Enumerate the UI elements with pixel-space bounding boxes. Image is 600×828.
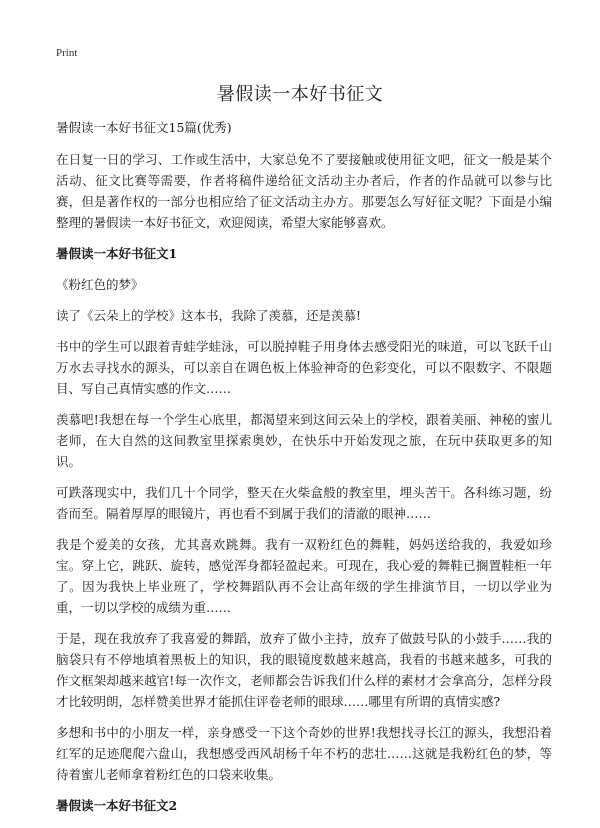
document-body	[56, 117, 552, 826]
section-2-heading: 暑假读一本好书征文2	[56, 798, 178, 813]
section-1-heading: 暑假读一本好书征文1	[56, 246, 178, 261]
paragraph: 我是个爱美的女孩，尤其喜欢跳舞。我有一双粉红色的舞鞋，妈妈送给我的，我爱如珍宝。穿上它，跳跃、旋转，感觉浑身都轻盈起来。可现在，我心爱的舞鞋已搁置鞋柜一年了。因为我快上毕业班了，学校舞蹈队再不会让高年级的学生排演节目，一切以学业为重，一切以学校的成绩为重……	[56, 537, 552, 615]
paragraph: 可跌落现实中，我们几十个同学，整天在火柴盒般的教室里，埋头苦干。各科练习题，纷沓而至。隔着厚厚的眼镜片，再也看不到属于我们的清澈的眼神……	[56, 485, 552, 521]
document-subtitle: 暑假读一本好书征文15篇(优秀)	[56, 120, 232, 135]
page-title: 暑假读一本好书征文	[216, 84, 384, 105]
print-label: Print	[56, 47, 78, 59]
intro-paragraph: 在日复一日的学习、工作或生活中，大家总免不了要接触或使用征文吧，征文一般是某个活动、征文比赛等需要，作者将稿件递给征文活动主办者后，作者的作品就可以参与比赛，但是著作权的一部分也相应给了征文活动主办方。那要怎么写好征文呢？下面是小编整理的暑假读一本好书征文，欢迎阅读，希望大家能够喜欢。	[56, 152, 552, 230]
paragraph: 书中的学生可以跟着青蛙学蛙泳，可以脱掉鞋子用身体去感受阳光的味道，可以飞跃千山万水去寻找水的源头，可以亲自在调色板上体验神奇的色彩变化，可以不限数字、不限题目、写自己真情实感的作文……	[56, 339, 552, 396]
section-1-book-title: 《粉红色的梦》	[56, 277, 144, 292]
paragraph: 多想和书中的小朋友一样，亲身感受一下这个奇妙的世界!我想找寻长江的源头，我想沿着红军的足迹爬爬六盘山，我想感受西风胡杨千年不朽的悲壮……这就是我粉红色的梦，等待着蜜儿老师拿着粉红色的口袋来收集。	[56, 725, 552, 782]
paragraph: 于是，现在我放弃了我喜爱的舞蹈，放弃了做小主持，放弃了做鼓号队的小鼓手……我的脑袋只有不停地填着黑板上的知识，我的眼镜度数越来越高，我看的书越来越多，可我的作文框架却越来越官!每一次作文，老师都会告诉我们什么样的素材才会拿高分，怎样分段才比较明朗，怎样赞美世界才能抓住评卷老师的眼球……哪里有所谓的真情实感?	[56, 631, 552, 709]
paragraph: 羡慕吧!我想在每一个学生心底里，都渴望来到这间云朵上的学校，跟着美丽、神秘的蜜儿老师，在大自然的这间教室里探索奥妙，在快乐中开始发现之旅，在玩中获取更多的知识。	[56, 412, 552, 469]
paragraph: 读了《云朵上的学校》这本书，我除了羡慕，还是羡慕!	[56, 308, 362, 323]
